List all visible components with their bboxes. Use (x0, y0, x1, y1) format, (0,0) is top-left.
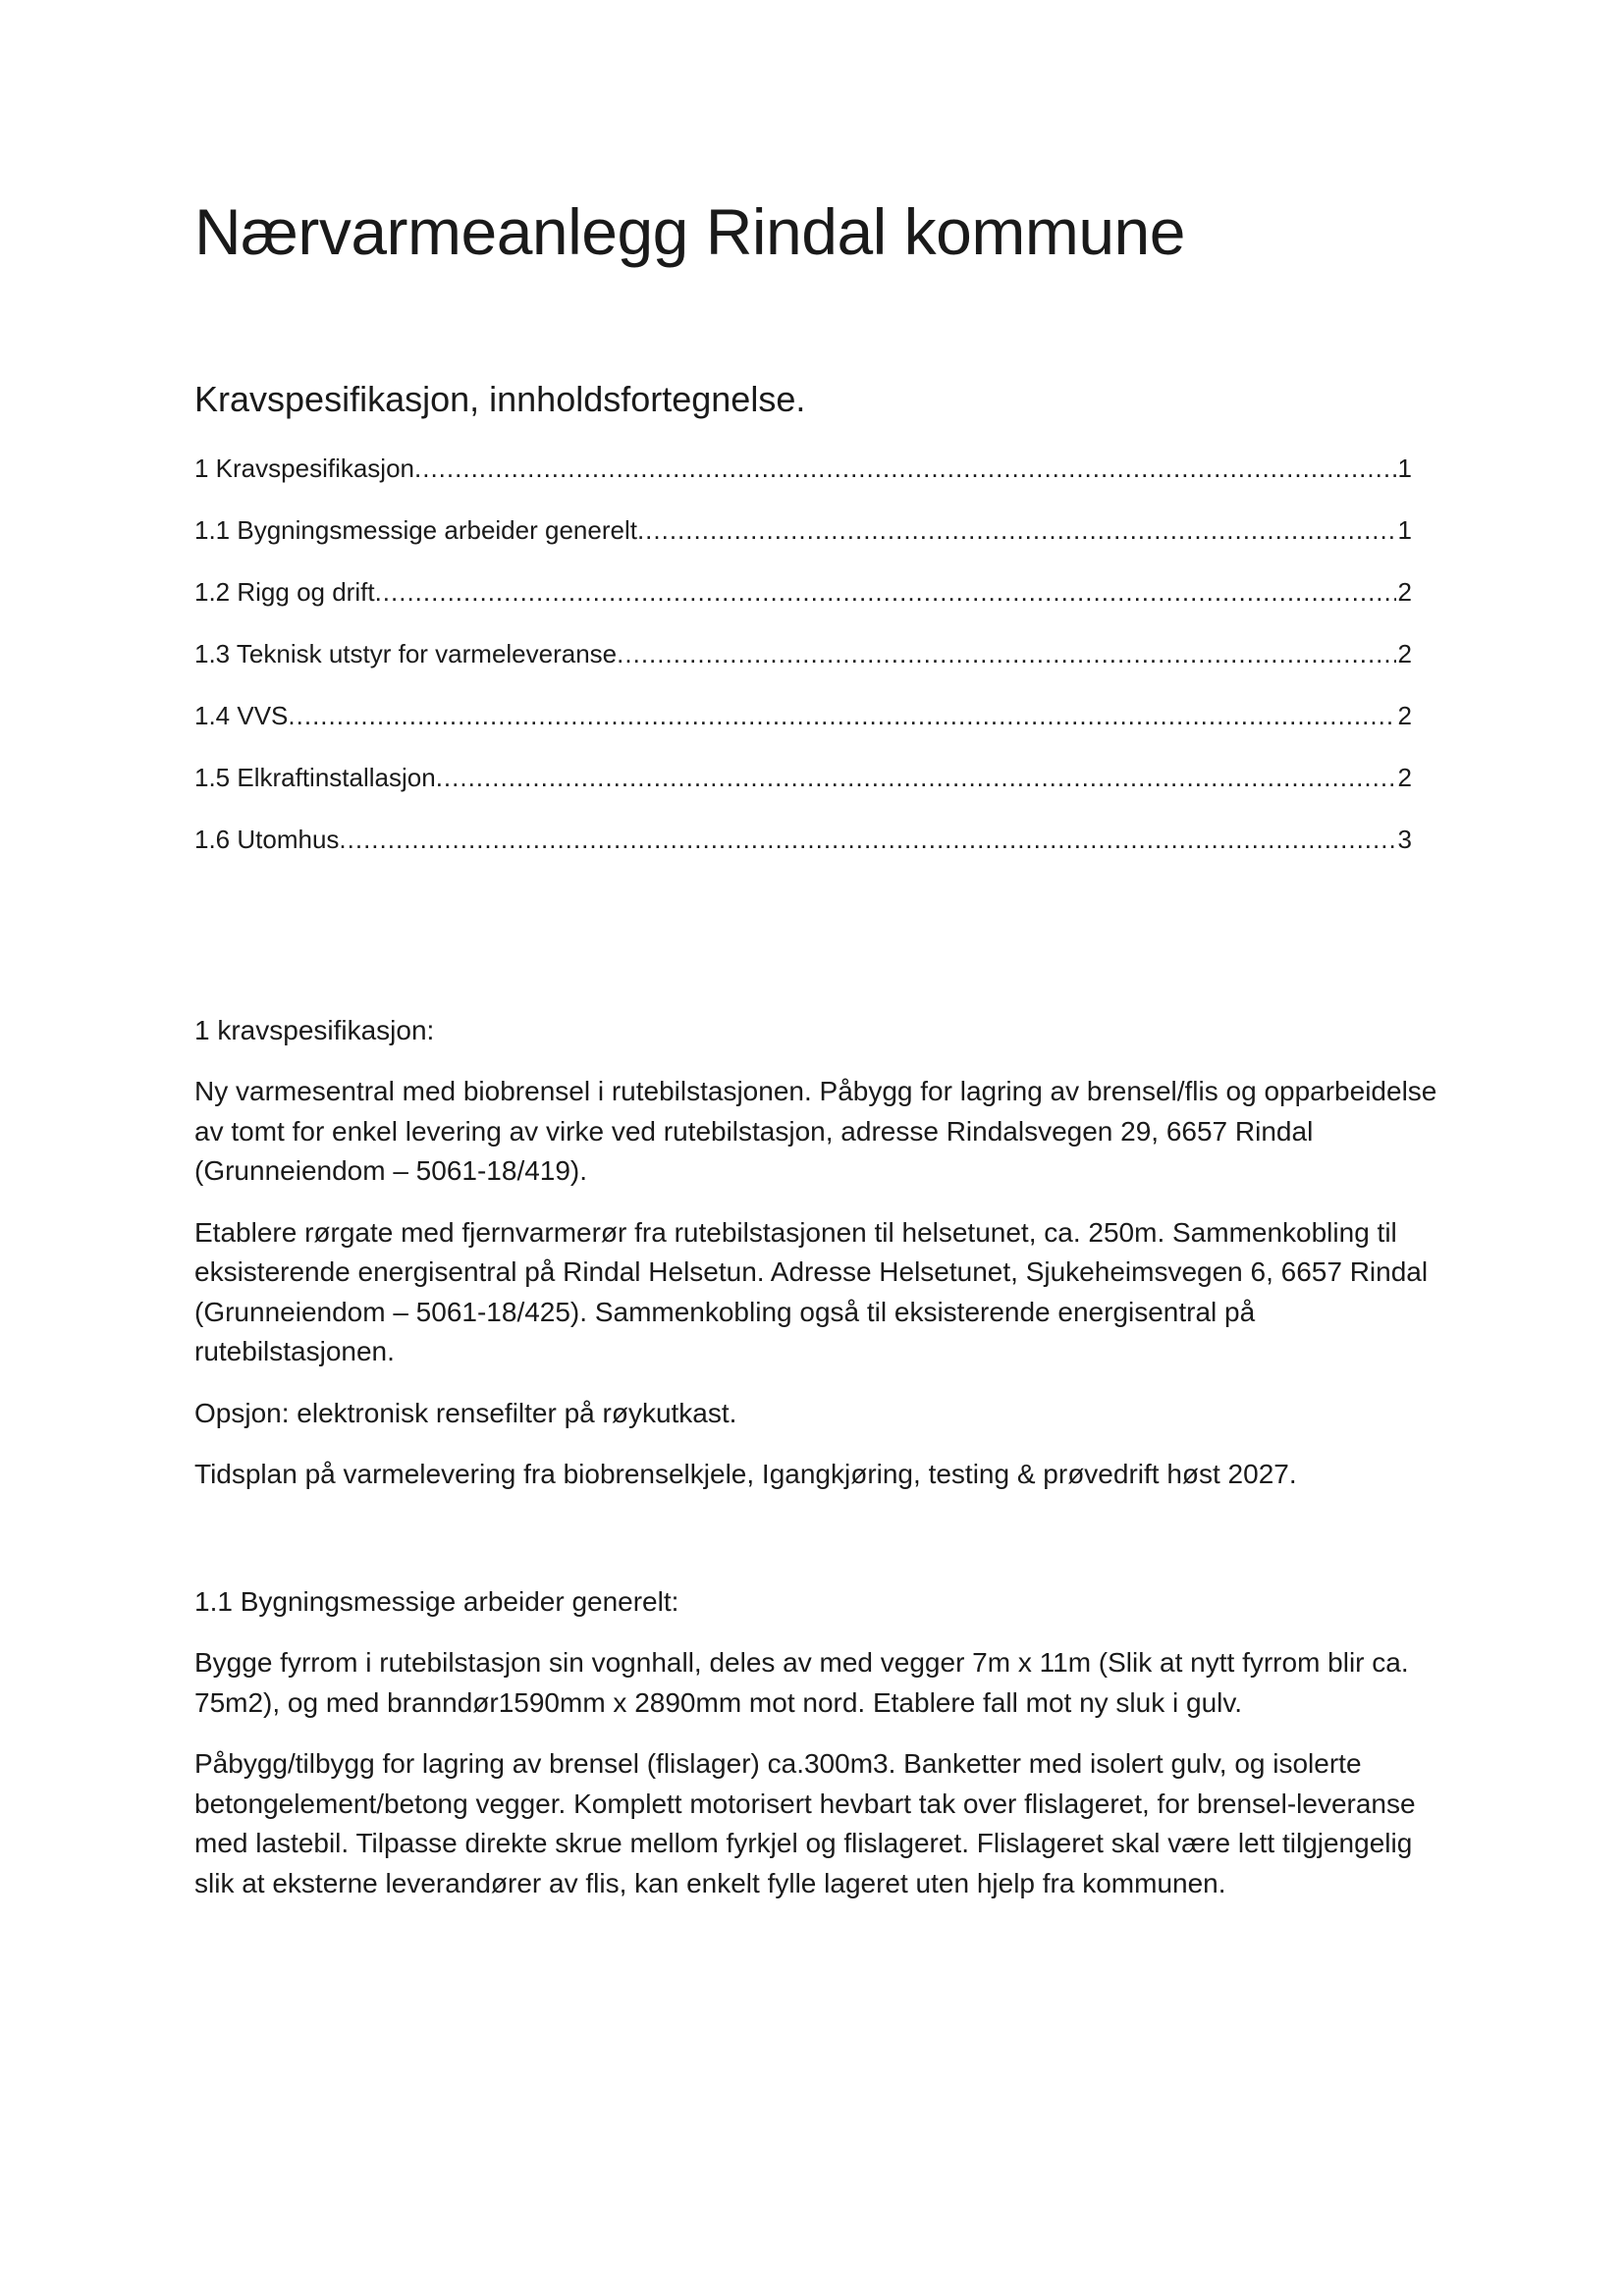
toc-entry[interactable] (194, 701, 1412, 763)
toc-dot-leader (637, 515, 1396, 545)
paragraph: Opsjon: elektronisk rensefilter på røykutkast. (194, 1397, 737, 1428)
table-of-contents (194, 454, 1412, 886)
toc-entry[interactable] (194, 515, 1412, 577)
toc-entry-label: 1 Kravspesifikasjon (194, 454, 414, 483)
toc-entry-page: 2 (1397, 701, 1412, 730)
toc-entry[interactable] (194, 577, 1412, 639)
document-title: Nærvarmeanlegg Rindal kommune (194, 195, 1185, 268)
toc-heading: Kravspesifikasjon, innholdsfortegnelse. (194, 379, 806, 419)
toc-entry-label: 1.6 Utomhus (194, 825, 340, 854)
toc-entry-page: 2 (1397, 577, 1412, 607)
section-bygningsmessige-arbeider (194, 1582, 1441, 1925)
toc-entry[interactable] (194, 825, 1412, 886)
toc-dot-leader (617, 639, 1395, 668)
paragraph: Påbygg/tilbygg for lagring av brensel (flislager) ca.300m3. Banketter med isolert gulv, og isolerte betongelement/betong vegger. Komplett motorisert hevbart tak over flislageret, for brensel-leveranse med lastebil. Tilpasse direkte skrue mellom fyrkjel og flislageret. Flislageret skal være lett tilgjengelig slik at eksterne leverandører av flis, kan enkelt fylle lageret uten hjelp fra kommunen. (194, 1748, 1416, 1898)
toc-entry-label: 1.3 Teknisk utstyr for varmeleveranse (194, 639, 618, 668)
toc-entry-page: 1 (1397, 454, 1412, 483)
toc-entry-page: 2 (1397, 763, 1412, 792)
toc-dot-leader (288, 701, 1395, 730)
paragraph: Tidsplan på varmelevering fra biobrenselkjele, Igangkjøring, testing & prøvedrift høst 2027. (194, 1459, 1297, 1489)
paragraph: Bygge fyrrom i rutebilstasjon sin vognhall, deles av med vegger 7m x 11m (Slik at nytt fyrrom blir ca. 75m2), og med branndør1590mm x 2890mm mot nord. Etablere fall mot ny sluk i gulv. (194, 1647, 1409, 1718)
toc-entry-label: 1.5 Elkraftinstallasjon (194, 763, 436, 792)
toc-entry-page: 2 (1397, 639, 1412, 668)
toc-entry-label: 1.2 Rigg og drift (194, 577, 375, 607)
section-heading: 1 kravspesifikasjon: (194, 1015, 435, 1045)
toc-entry[interactable] (194, 763, 1412, 825)
toc-entry[interactable] (194, 454, 1412, 515)
toc-dot-leader (339, 825, 1395, 854)
document-page (194, 0, 1441, 2296)
paragraph: Ny varmesentral med biobrensel i rutebilstasjonen. Påbygg for lagring av brensel/flis og opparbeidelse av tomt for enkel levering av virke ved rutebilstasjon, adresse Rindalsvegen 29, 6657 Rindal (Grunneiendom – 5061-18/419). (194, 1076, 1437, 1186)
toc-entry-page: 3 (1397, 825, 1412, 854)
toc-entry-page: 1 (1397, 515, 1412, 545)
toc-entry[interactable] (194, 639, 1412, 701)
paragraph: Etablere rørgate med fjernvarmerør fra rutebilstasjonen til helsetunet, ca. 250m. Sammenkobling til eksisterende energisentral på Rindal Helsetun. Adresse Helsetunet, Sjukeheimsvegen 6, 6657 Rindal (Grunneiendom – 5061-18/425). Sammenkobling også til eksisterende energisentral på rutebilstasjonen. (194, 1216, 1429, 1366)
section-kravspesifikasjon (194, 1011, 1441, 1517)
toc-entry-label: 1.4 VVS (194, 701, 289, 730)
toc-dot-leader (375, 577, 1396, 607)
toc-entry-label: 1.1 Bygningsmessige arbeider generelt (194, 515, 637, 545)
toc-dot-leader (414, 454, 1396, 483)
toc-dot-leader (436, 763, 1396, 792)
section-heading: 1.1 Bygningsmessige arbeider generelt: (194, 1586, 679, 1617)
